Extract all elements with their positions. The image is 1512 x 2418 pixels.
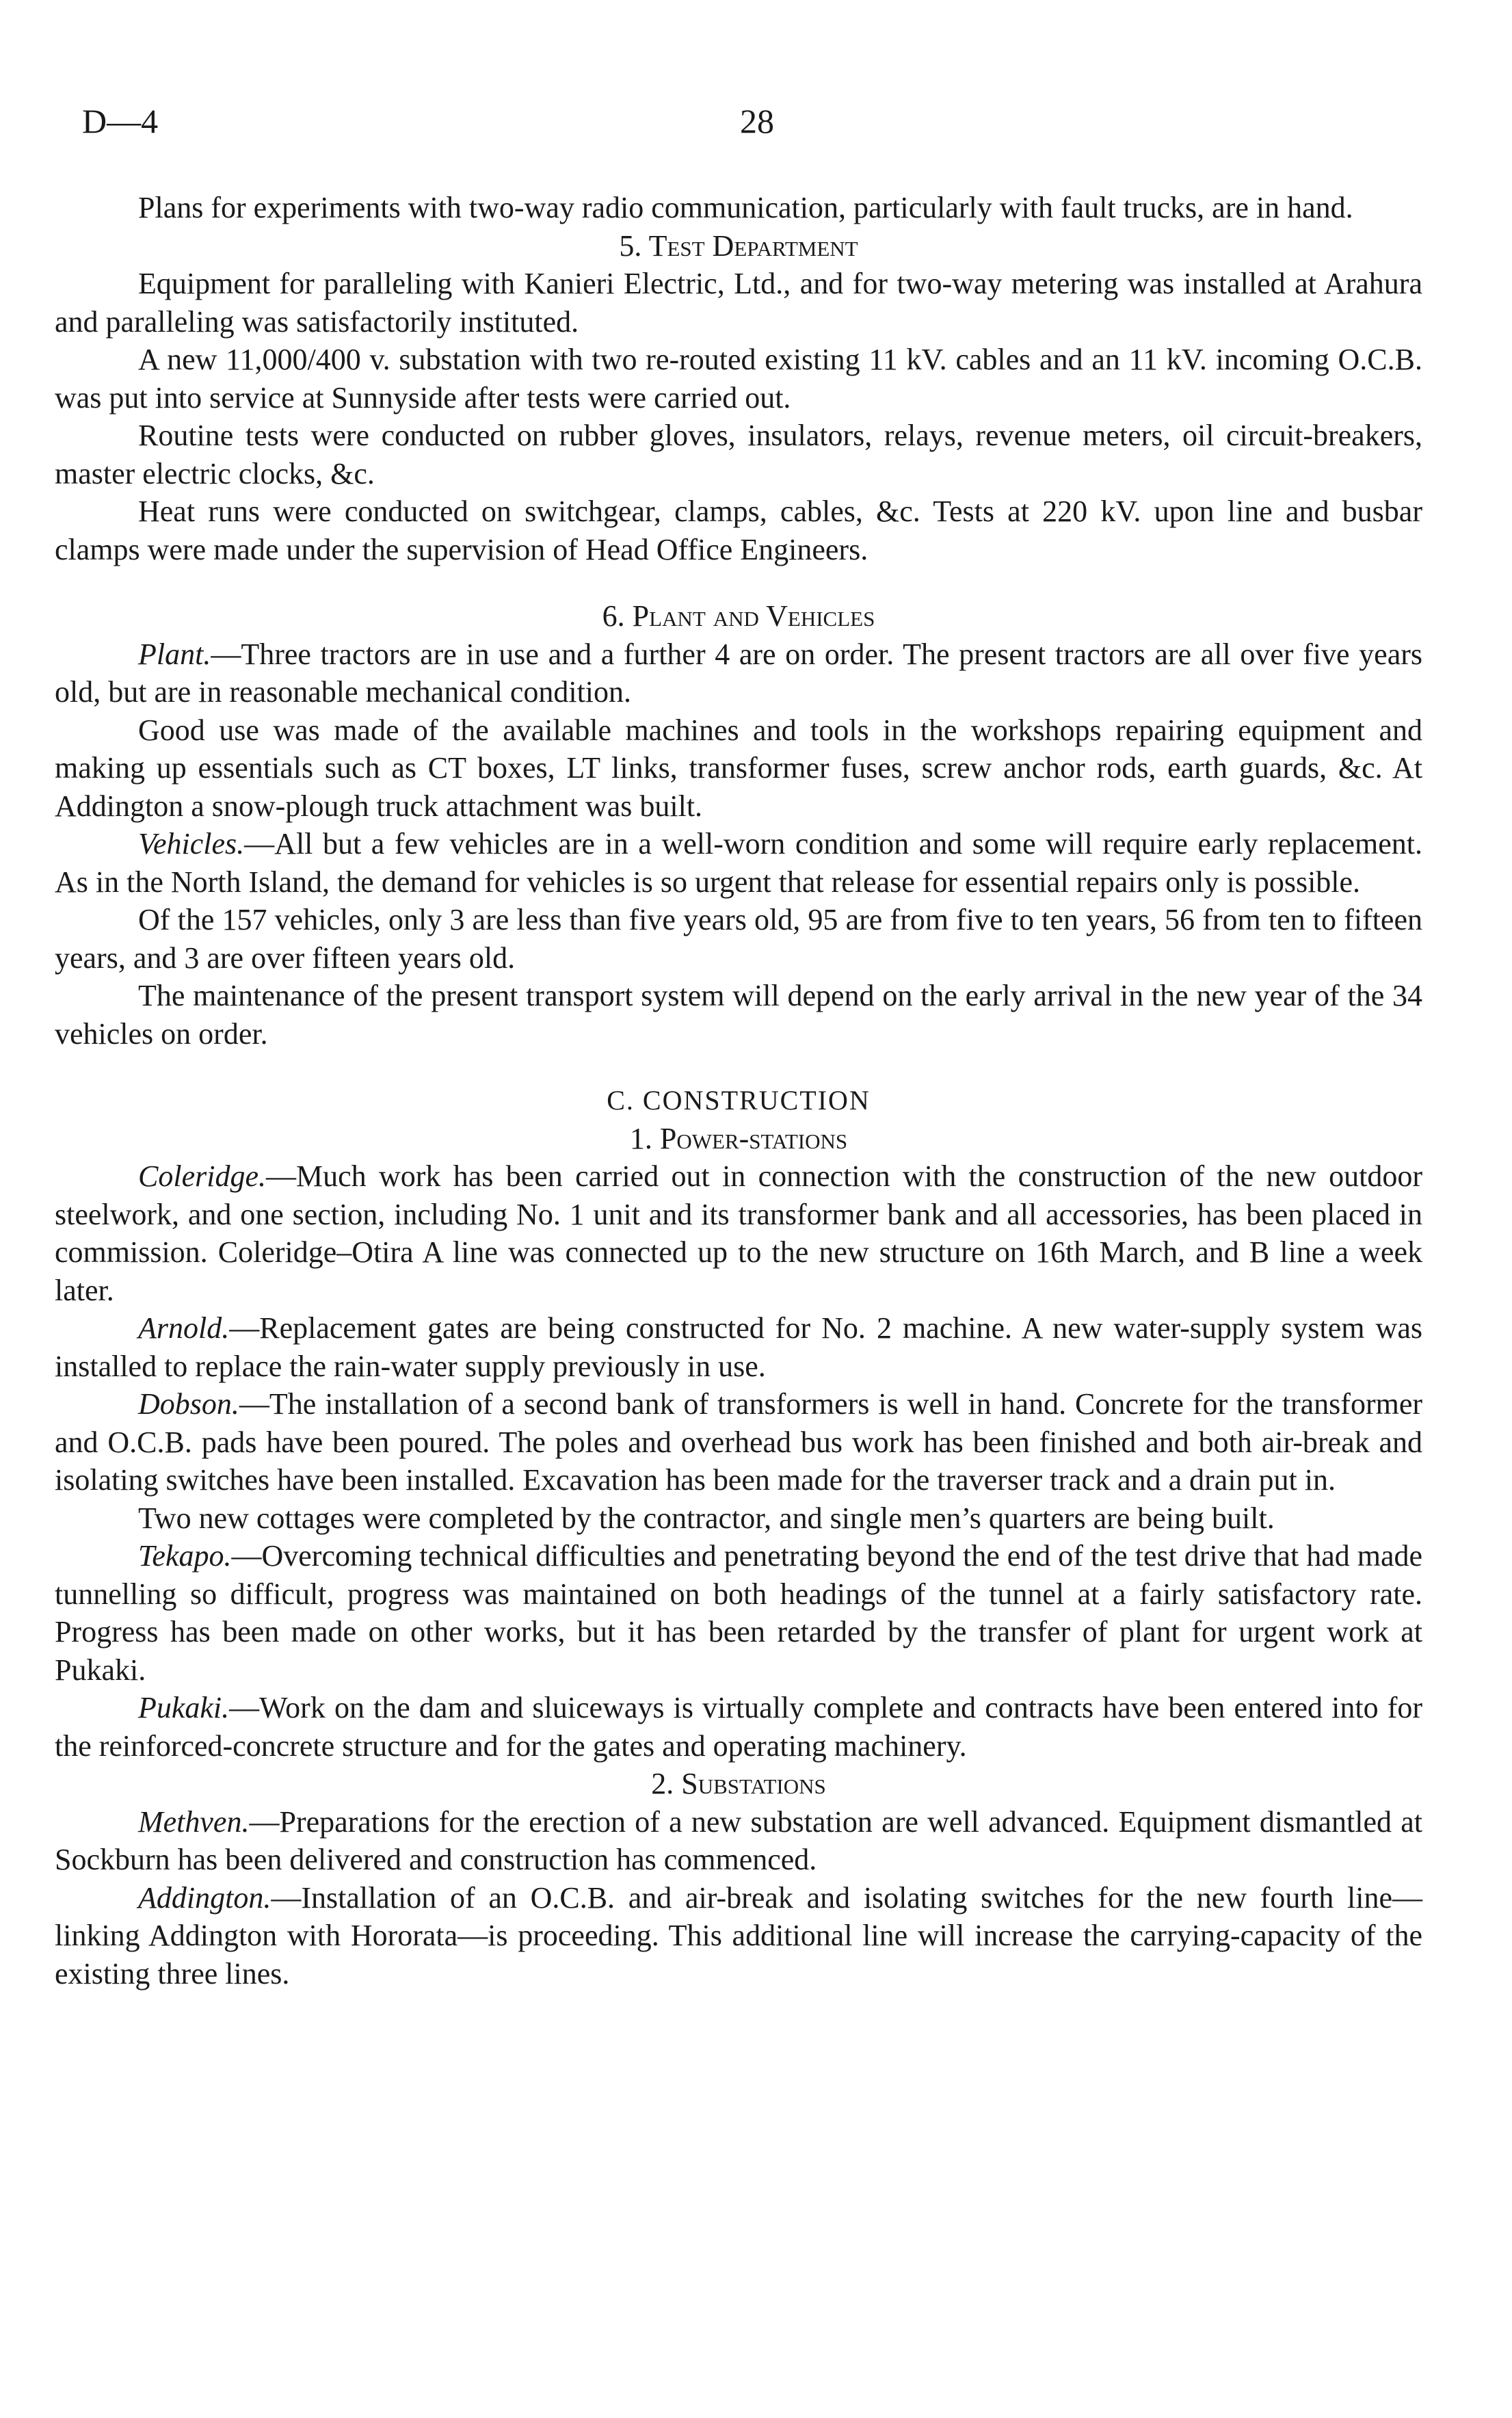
- label-coleridge: Coleridge.: [138, 1159, 266, 1193]
- document-body: [55, 189, 1422, 1993]
- paragraph-routine-tests: Routine tests were conducted on rubber gloves, insulators, relays, revenue meters, oil circuit-breakers, master electric clocks, &c.: [55, 419, 1422, 490]
- label-tekapo: Tekapo.: [138, 1539, 232, 1573]
- text-tekapo: —Overcoming technical difficulties and penetrating beyond the end of the test drive that had made tunnelling so difficult, progress was maintained on both headings of the tunnel at a fairly satisfactory rate. Progress has been made on other works, but it has been retarded by the transfer of plant for urgent work at Pukaki.: [55, 1539, 1423, 1687]
- heading-power-stations: 1. Power-stations: [629, 1121, 848, 1155]
- label-arnold: Arnold.: [138, 1311, 230, 1345]
- heading-test-department: 5. Test Department: [619, 228, 858, 263]
- text-addington: —Installation of an O.C.B. and air-break and isolating switches for the new fourth line—linking Addington with Hororata—is proceeding. This additional line will increase the carrying-capacity of the existing three lines.: [55, 1880, 1422, 1990]
- label-dobson: Dobson.: [138, 1387, 239, 1421]
- paragraph-heat-runs: Heat runs were conducted on switchgear, clamps, cables, &c. Tests at 220 kV. upon line and busbar clamps were made under the supervision of Head Office Engineers.: [55, 495, 1422, 566]
- label-pukaki: Pukaki.: [138, 1691, 230, 1724]
- paragraph-coleridge: [55, 1157, 1422, 1309]
- paragraph-vehicles: [55, 825, 1422, 901]
- paragraph-pukaki: [55, 1689, 1422, 1765]
- paragraph-tekapo: [55, 1537, 1422, 1689]
- page-code: D—4: [82, 102, 159, 140]
- text-pukaki: —Work on the dam and sluiceways is virtually complete and contracts have been entered into for the reinforced-concrete structure and for the gates and operating machinery.: [55, 1691, 1422, 1763]
- text-methven: —Preparations for the erection of a new substation are well advanced. Equipment dismantled at Sockburn has been delivered and construction has commenced.: [55, 1804, 1422, 1876]
- paragraph-sunnyside-substation: A new 11,000/400 v. substation with two re-routed existing 11 kV. cables and an 11 kV. incoming O.C.B. was put into service at Sunnyside after tests were carried out.: [55, 343, 1422, 415]
- paragraph-workshops: Good use was made of the available machines and tools in the workshops repairing equipment and making up essentials such as CT boxes, LT links, transformer fuses, screw anchor rods, earth guards, &c. At Addington a snow-plough truck attachment was built.: [55, 713, 1422, 823]
- label-addington: Addington.: [138, 1880, 271, 1915]
- heading-substations: 2. Substations: [651, 1767, 826, 1800]
- paragraph-plant: [55, 635, 1422, 711]
- paragraph-paralleling: Equipment for paralleling with Kanieri Electric, Ltd., and for two-way metering was installed at Arahura and paralleling was satisfactorily instituted.: [55, 267, 1422, 339]
- paragraph-methven: [55, 1803, 1422, 1879]
- text-vehicles: —All but a few vehicles are in a well-worn condition and some will require early replacement. As in the North Island, the demand for vehicles is so urgent that release for essential repairs only is possible.: [55, 827, 1422, 899]
- text-arnold: —Replacement gates are being constructed for No. 2 machine. A new water-supply system was installed to replace the rain-water supply previously in use.: [55, 1311, 1422, 1383]
- paragraph-radio-plans: Plans for experiments with two-way radio communication, particularly with fault trucks, are in hand.: [138, 191, 1353, 224]
- paragraph-vehicle-ages: Of the 157 vehicles, only 3 are less than five years old, 95 are from five to ten years, 56 from ten to fifteen years, and 3 are over fifteen years old.: [55, 903, 1422, 975]
- label-plant: Plant.: [138, 637, 211, 671]
- text-dobson: —The installation of a second bank of transformers is well in hand. Concrete for the transformer and O.C.B. pads have been poured. The poles and overhead bus work has been finished and both air-break and isolating switches have been installed. Excavation has been made for the traverser track and a drain put in.: [55, 1387, 1422, 1497]
- paragraph-cottages: Two new cottages were completed by the contractor, and single men’s quarters are being built.: [138, 1501, 1275, 1535]
- paragraph-addington: [55, 1879, 1422, 1993]
- heading-construction: C. CONSTRUCTION: [607, 1085, 871, 1116]
- text-coleridge: —Much work has been carried out in connection with the construction of the new outdoor steelwork, and one section, including No. 1 unit and its transformer bank and all accessories, has been placed in commission. Coleridge–Otira A line was connected up to the new structure on 16th March, and B line a week later.: [55, 1159, 1422, 1307]
- paragraph-transport-maintenance: The maintenance of the present transport system will depend on the early arrival in the new year of the 34 vehicles on order.: [55, 979, 1422, 1051]
- page-number: 28: [740, 102, 774, 140]
- heading-plant-vehicles: 6. Plant and Vehicles: [602, 599, 875, 633]
- text-plant: —Three tractors are in use and a further 4 are on order. The present tractors are all over five years old, but are in reasonable mechanical condition.: [55, 637, 1422, 709]
- label-vehicles: Vehicles.: [138, 827, 245, 860]
- label-methven: Methven.: [138, 1804, 250, 1839]
- paragraph-dobson: [55, 1385, 1422, 1499]
- paragraph-arnold: [55, 1309, 1422, 1385]
